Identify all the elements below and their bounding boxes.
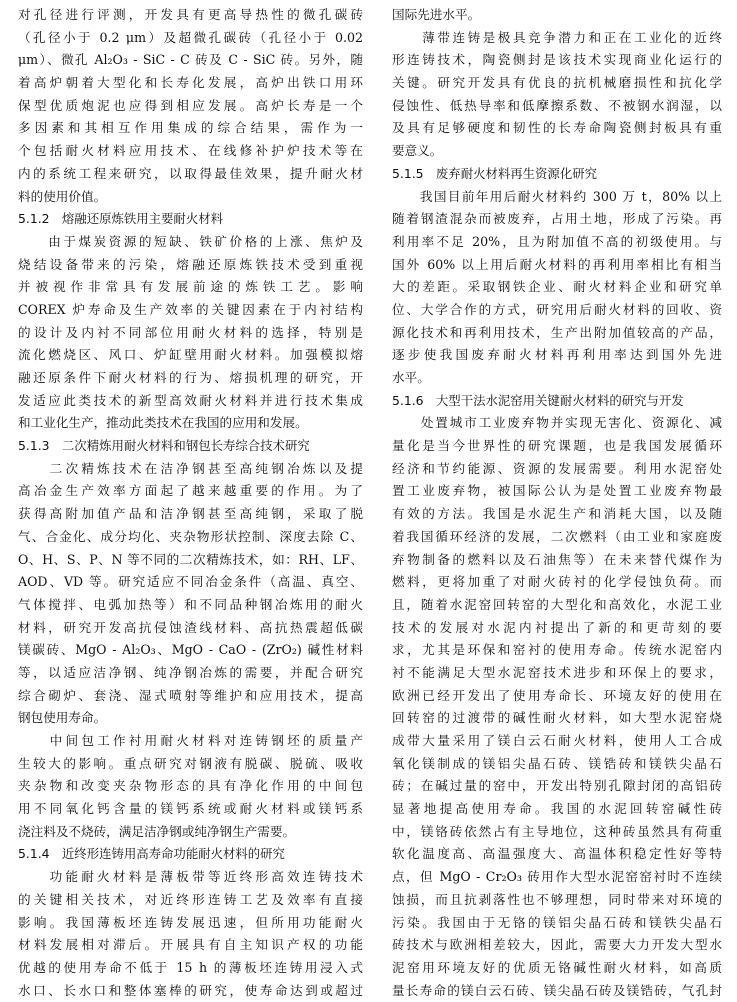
text-line: 我国目前年用后耐火材料约 300 万 t，80% 以上: [392, 188, 722, 204]
text-line: 着高炉朝着大型化和长寿化发展，高炉出铁口用环: [18, 75, 363, 91]
text-line: 燃料，更将加重了对耐火砖衬的化学侵蚀负荷。而: [392, 574, 722, 590]
text-line: 水口、长水口和整体塞棒的研究，使寿命达到或超过: [18, 982, 363, 998]
text-line: 蚀损，而且抗剥落性也不够理想，同时带来对环境的: [392, 891, 722, 907]
text-line: 衬不能满足大型水泥窑技术进步和环保上的要求，: [392, 664, 722, 680]
text-line: 成带大量采用了镁白云石耐火材料，使用人工合成: [392, 733, 722, 748]
text-line: 置工业废弃物，被国际公认为是处置工业废弃物最: [392, 483, 722, 499]
section-heading: 5.1.6 大型干法水泥窑用关键耐火材料的研究与开发: [392, 392, 684, 408]
text-line: 随着钢渣混杂而被废弃，占用土地，形成了污染。再: [392, 211, 722, 227]
text-line: 发适应此类技术的新型高效耐火材料并进行技术集成: [18, 392, 363, 408]
text-line: 融还原条件下耐火材料的行为、熔损机理的研究，开: [18, 370, 363, 385]
text-line: 的设计及内衬不同部位用耐火材料的选择，特别是: [18, 324, 363, 340]
text-line: 侵蚀性、低热导率和低摩擦系数、不被钢水润湿，以: [392, 97, 722, 113]
text-line: 欧洲已经开发出了使用寿命长、环境友好的使用在: [392, 687, 722, 703]
text-line: 流化燃烧区、风口、炉缸壁用耐火材料。加强模拟熔: [18, 347, 363, 363]
text-line: 中，镁铬砖依然占有主导地位，这种砖虽然具有荷重: [392, 823, 722, 839]
text-line: 气体搅拌、电弧加热等）和不同品种钢冶炼用的耐火: [18, 596, 363, 612]
text-line: 夹杂物和改变夹杂物形态的具有净化作用的中间包: [18, 778, 363, 794]
text-line: 软化温度高、高温强度大、高温体积稳定性好等特: [392, 846, 722, 862]
text-line: 中间包工作衬用耐火材料对连铸钢坯的质量产: [18, 733, 363, 748]
text-line: 显著地提高使用寿命。我国的水泥回转窑碱性砖: [392, 801, 722, 817]
text-line: 多因素和其相互作用集成的综合结果，需作为一: [18, 120, 363, 136]
text-line: 大的差距。采取钢铁企业、耐火材料企业和研究单: [392, 279, 722, 295]
text-line: 薄带连铸是极具竞争潜力和正在工业化的近终: [392, 29, 722, 45]
text-line: 用不同氧化钙含量的镁钙系统或耐火材料或镁钙系: [18, 801, 363, 817]
text-line: 且，随着水泥窑回转窑的大型化和高效化，水泥工业: [392, 596, 722, 612]
text-line: 求，尤其是环保和窑衬的使用寿命。传统水泥窑内: [392, 642, 722, 658]
text-line: AOD、VD 等。研究适应不同冶金条件（高温、真空、: [18, 574, 363, 590]
text-line: 逐步使我国废弃耐火材料再利用率达到国外先进: [392, 347, 722, 363]
text-line: 功能耐火材料是薄板带等近终形高效连铸技术: [18, 869, 363, 885]
text-line: 综合砌炉、套浇、湿式喷射等维护和应用技术，提高: [18, 687, 363, 703]
text-line: 量化是当今世界性的研究课题，也是我国发展循环: [392, 438, 722, 454]
text-line: 氧化镁制成的镁铝尖晶石砖、镁锆砖和镁铁尖晶石: [392, 755, 722, 771]
text-line: 关键。研究开发具有优良的抗机械磨损性和抗化学: [392, 75, 722, 91]
text-line: 处置城市工业废弃物并实现无害化、资源化、减: [392, 415, 722, 431]
section-heading: 5.1.5 废弃耐火材料再生资源化研究: [392, 165, 597, 181]
text-line: 源化技术和再利用技术，生产出附加值较高的产品，: [392, 324, 722, 340]
text-line: 位、大学合作的方式，研究用后耐火材料的回收、资: [392, 301, 722, 317]
text-line: 钢包使用寿命。: [18, 710, 107, 726]
text-line: 对孔径进行评测，开发具有更高导热性的微孔碳砖: [18, 7, 363, 22]
text-line: 高冶金生产效率方面起了越来越重要的作用。为了: [18, 483, 363, 499]
text-line: 砖；在碱过量的窑中，开发出特别孔隙封闭的高铝砖: [392, 778, 722, 794]
section-heading: 5.1.2 熔融还原炼铁用主要耐火材料: [18, 211, 223, 227]
text-line: 回转窑的过渡带的碱性耐火材料，如大型水泥窑烧: [392, 710, 722, 726]
text-line: 获得高附加值产品和洁净钢甚至高纯钢，采取了脱: [18, 506, 363, 522]
text-line: （孔径小于 0.2 μm）及超微孔碳砖（孔径小于 0.02: [18, 29, 363, 45]
text-line: 及具有足够硬度和韧性的长寿命陶瓷侧封板具有重: [392, 120, 722, 136]
text-line: 个包括耐火材料应用技术、在线修补护炉技术等在: [18, 143, 363, 159]
text-line: 镁碳砖、MgO - Al₂O₃、MgO - CaO - (ZrO₂) 碱性材料: [18, 642, 363, 658]
text-line: 污染。我国由于无铬的镁铝尖晶石砖和镁铁尖晶石: [392, 914, 722, 930]
text-line: 和工业化生产，推动此类技术在我国的应用和发展。: [18, 415, 308, 431]
text-line: 国际先进水平。: [392, 7, 481, 22]
text-line: O、H、S、P、N 等不同的二次精炼技术，如：RH、LF、: [18, 551, 363, 567]
text-line: 保型优质炮泥也应得到相应发展。高炉长寿是一个: [18, 97, 363, 113]
text-line: 由于煤炭资源的短缺、铁矿价格的上涨、焦炉及: [18, 233, 363, 249]
section-heading: 5.1.3 二次精炼用耐火材料和钢包长寿综合技术研究: [18, 438, 310, 454]
left-column: [18, 4, 363, 1002]
text-line: 料的使用价值。: [18, 188, 107, 204]
section-heading: 5.1.4 近终形连铸用高寿命功能耐火材料的研究: [18, 846, 285, 862]
text-line: 砖技术与欧洲相差较大，因此，需要大力开发大型水: [392, 937, 722, 953]
right-column: [392, 4, 722, 1002]
text-line: 经济和节约能源、资源的发展需要。利用水泥窑处: [392, 460, 722, 476]
text-line: 气、合金化、成分均化、夹杂物形状控制、深度去除 C、: [18, 528, 363, 544]
text-line: μm）、微孔 Al₂O₃ - SiC - C 砖及 C - SiC 砖。另外，随: [18, 52, 363, 68]
text-line: 利用率不足 20%，且为附加值不高的初级使用。与: [392, 233, 722, 249]
text-line: 并被视作非常具有发展前途的炼铁工艺。影响: [18, 279, 363, 295]
text-line: 量长寿命的镁白云石砖、镁尖晶石砖及镁锆砖，气孔封: [392, 982, 722, 998]
text-line: 优越的使用寿命不低于 15 h 的薄板坯连铸用浸入式: [18, 959, 363, 975]
text-line: 国外 60% 以上用后耐火材料的再利用率相比有相当: [392, 256, 722, 272]
text-line: 烧结设备带来的污染，熔融还原炼铁技术受到重视: [18, 256, 363, 272]
text-line: 泥窑用环境友好的优质无铬碱性耐火材料，如高质: [392, 959, 722, 975]
text-line: 着我国循环经济的发展，二次燃料（由工业和家庭废: [392, 528, 722, 544]
text-line: 生较大的影响。重点研究对钢液有脱碳、脱硫、吸收: [18, 755, 363, 771]
text-line: 弃物制备的燃料以及石油焦等）在未来替代煤作为: [392, 551, 722, 567]
text-line: 材料，研究开发高抗侵蚀渣线材料、高抗热震超低碳: [18, 619, 363, 635]
text-line: 要意义。: [392, 143, 443, 159]
text-line: 内的系统工程来研究，以取得最佳效果，提升耐火材: [18, 165, 363, 181]
text-line: 二次精炼技术在洁净钢甚至高纯钢冶炼以及提: [18, 460, 363, 476]
text-line: 浇注料及不烧砖，满足洁净钢或纯净钢生产需要。: [18, 823, 296, 839]
text-line: 技术的发展对水泥内衬提出了新的和更苛刻的要: [392, 619, 722, 635]
text-line: 水平。: [392, 370, 430, 385]
text-line: 有效的方法。我国是水泥生产和消耗大国，以及随: [392, 506, 722, 522]
text-line: 影响。我国薄板坯连铸发展迅速，但所用功能耐火: [18, 914, 363, 930]
text-line: 形连铸技术，陶瓷侧封是该技术实现商业化运行的: [392, 52, 722, 68]
text-line: 的关键相关技术，对近终形连铸工艺及效率有直接: [18, 891, 363, 907]
text-line: 材料发展相对滞后。开展具有自主知识产权的功能: [18, 937, 363, 953]
text-line: 点，但 MgO - Cr₂O₃ 砖用作大型水泥窑窑衬时不连续: [392, 869, 722, 885]
text-line: 等，以适应洁净钢、纯净钢冶炼的需要，并配合研究: [18, 664, 363, 680]
text-line: COREX 炉寿命及生产效率的关键因素在于内衬结构: [18, 301, 363, 317]
